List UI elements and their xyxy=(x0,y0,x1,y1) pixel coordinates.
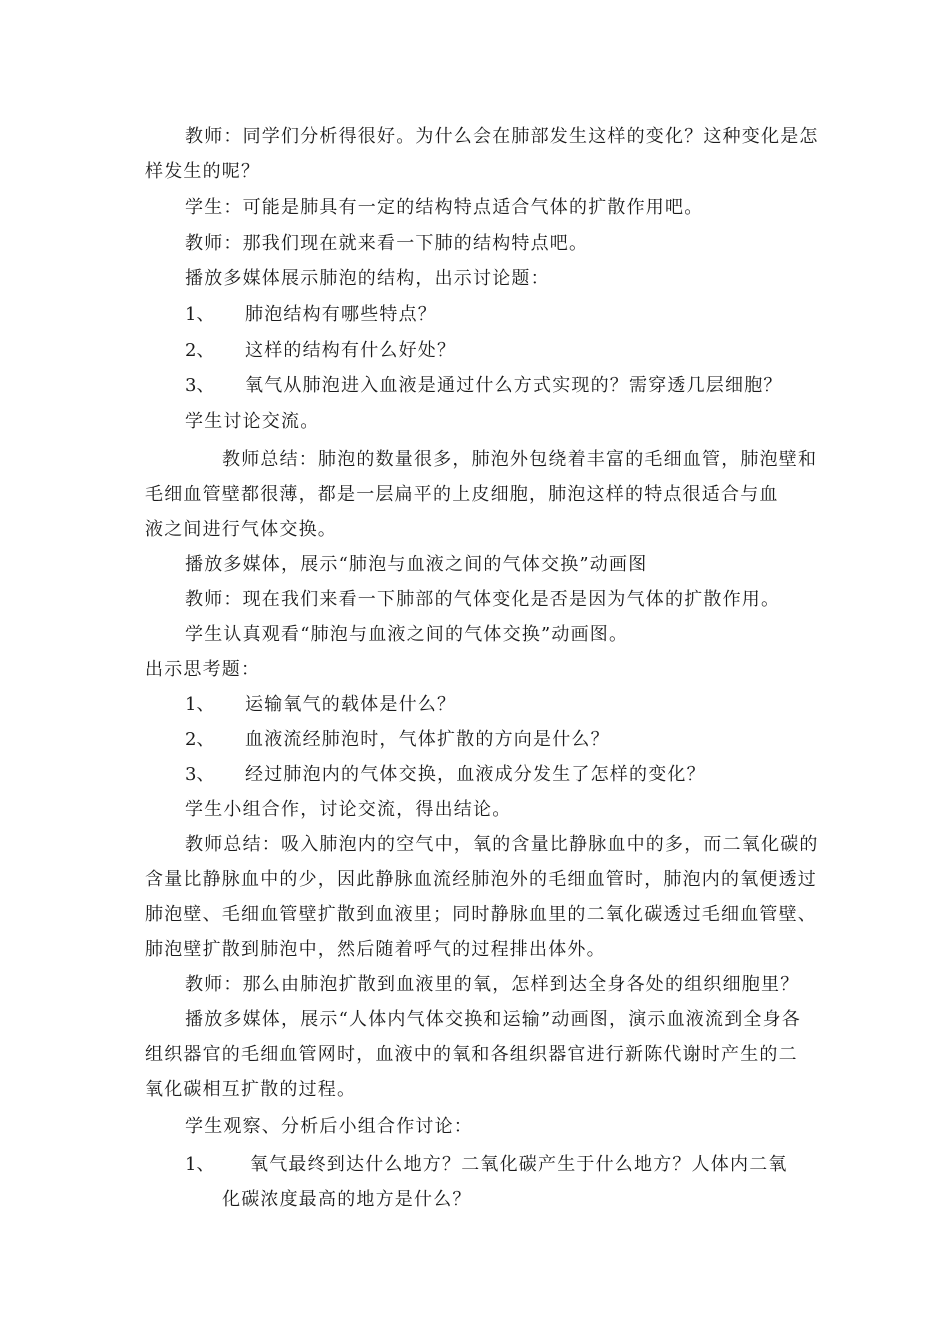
list-number: 2、 xyxy=(185,340,215,361)
list-number: 3、 xyxy=(185,375,215,396)
text-line: 肺泡壁扩散到肺泡中，然后随着呼气的过程排出体外。 xyxy=(145,939,606,960)
text-line: 学生认真观看“肺泡与血液之间的气体交换”动画图。 xyxy=(185,624,629,645)
text-line: 组织器官的毛细血管网时，血液中的氧和各组织器官进行新陈代谢时产生的二 xyxy=(145,1044,798,1065)
text-line: 液之间进行气体交换。 xyxy=(145,519,337,540)
text-line: 教师：那么由肺泡扩散到血液里的氧，怎样到达全身各处的组织细胞里？ xyxy=(185,974,800,995)
list-item-text: 氧气从肺泡进入血液是通过什么方式实现的？需穿透几层细胞？ xyxy=(245,375,783,396)
text-line: 样发生的呢？ xyxy=(145,161,261,182)
list-number: 2、 xyxy=(185,729,215,750)
text-line: 学生讨论交流。 xyxy=(185,411,320,432)
text-line: 教师：同学们分析得很好。为什么会在肺部发生这样的变化？这种变化是怎 xyxy=(185,126,819,147)
text-line: 播放多媒体，展示“肺泡与血液之间的气体交换”动画图 xyxy=(185,554,648,575)
text-line: 学生：可能是肺具有一定的结构特点适合气体的扩散作用吧。 xyxy=(185,197,704,218)
list-item-text: 血液流经肺泡时，气体扩散的方向是什么？ xyxy=(245,729,610,750)
text-line: 学生观察、分析后小组合作讨论： xyxy=(185,1116,473,1137)
list-item-text: 肺泡结构有哪些特点？ xyxy=(245,304,437,325)
list-item-text: 氧气最终到达什么地方？二氧化碳产生于什么地方？人体内二氧 xyxy=(250,1154,788,1175)
text-line: 播放多媒体，展示“人体内气体交换和运输”动画图，演示血液流到全身各 xyxy=(185,1009,802,1030)
text-line: 教师：那我们现在就来看一下肺的结构特点吧。 xyxy=(185,233,589,254)
text-line: 学生小组合作，讨论交流，得出结论。 xyxy=(185,799,512,820)
list-item-text: 化碳浓度最高的地方是什么？ xyxy=(222,1189,472,1210)
text-line: 教师：现在我们来看一下肺部的气体变化是否是因为气体的扩散作用。 xyxy=(185,589,781,610)
text-line: 含量比静脉血中的少，因此静脉血流经肺泡外的毛细血管时，肺泡内的氧便透过 xyxy=(145,869,817,890)
text-line: 播放多媒体展示肺泡的结构，出示讨论题： xyxy=(185,268,550,289)
text-line: 教师总结：肺泡的数量很多，肺泡外包绕着丰富的毛细血管，肺泡壁和 xyxy=(222,449,818,470)
list-number: 1、 xyxy=(185,694,215,715)
text-line: 出示思考题： xyxy=(145,659,261,680)
list-number: 1、 xyxy=(185,304,215,325)
text-line: 肺泡壁、毛细血管壁扩散到血液里；同时静脉血里的二氧化碳透过毛细血管壁、 xyxy=(145,904,817,925)
text-line: 毛细血管壁都很薄，都是一层扁平的上皮细胞，肺泡这样的特点很适合与血 xyxy=(145,484,779,505)
list-item-text: 这样的结构有什么好处？ xyxy=(245,340,457,361)
list-number: 3、 xyxy=(185,764,215,785)
list-number: 1、 xyxy=(185,1154,215,1175)
list-item-text: 运输氧气的载体是什么？ xyxy=(245,694,457,715)
list-item-text: 经过肺泡内的气体交换，血液成分发生了怎样的变化？ xyxy=(245,764,706,785)
text-line: 教师总结：吸入肺泡内的空气中，氧的含量比静脉血中的多，而二氧化碳的 xyxy=(185,834,819,855)
text-line: 氧化碳相互扩散的过程。 xyxy=(145,1079,357,1100)
